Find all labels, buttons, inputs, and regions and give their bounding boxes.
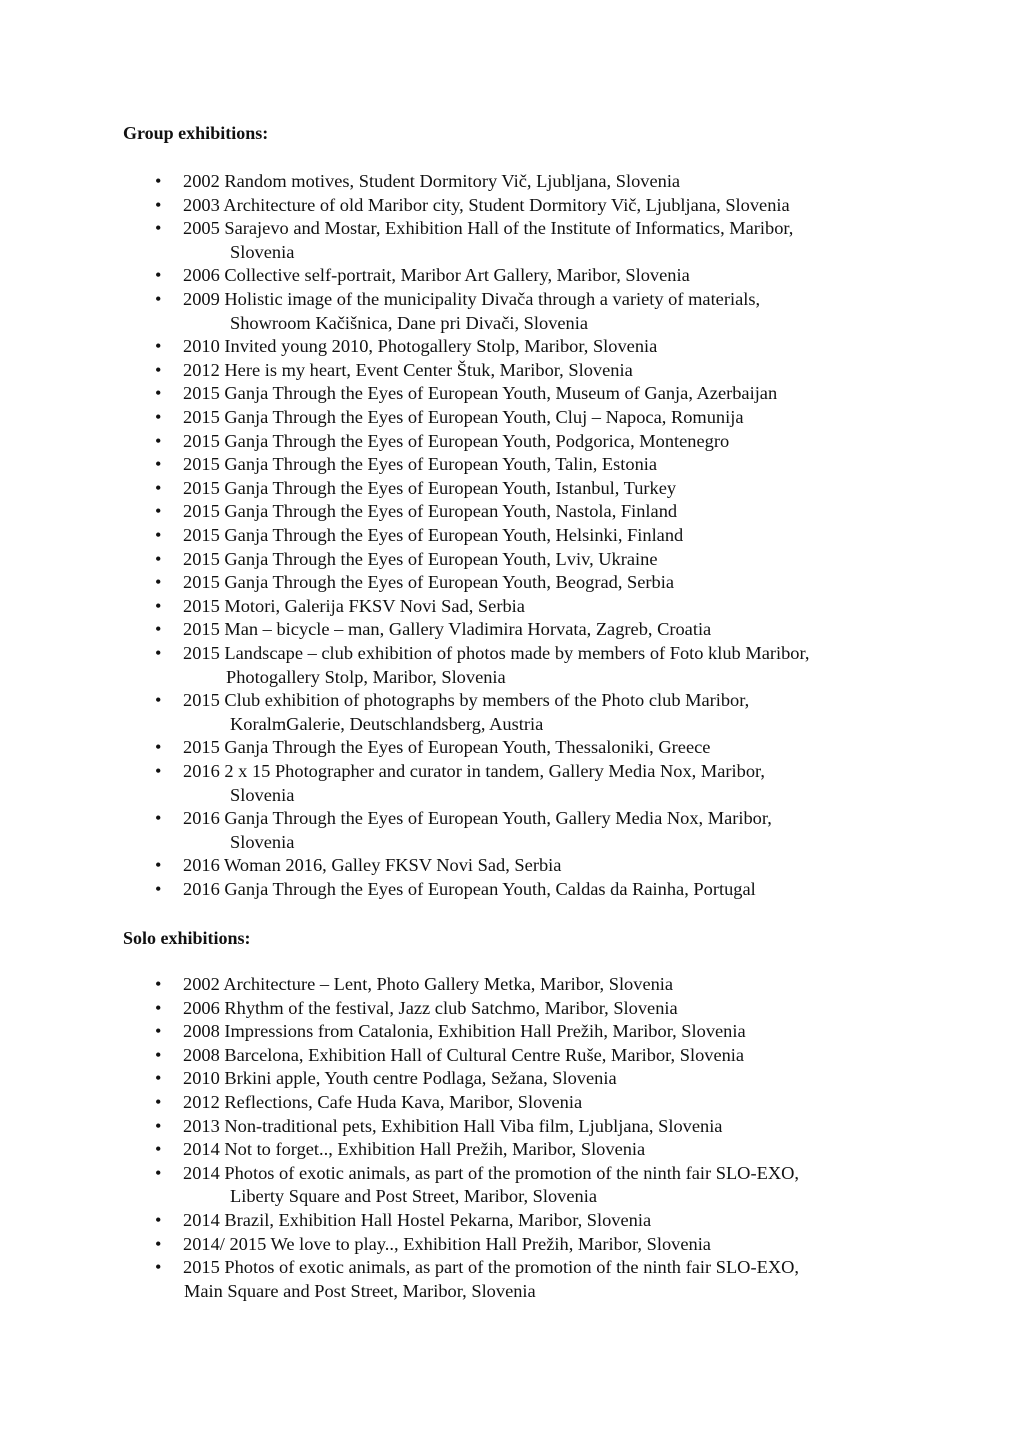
exhibition-text: 2015 Ganja Through the Eyes of European Youth, Beograd, Serbia [183, 572, 675, 593]
solo-exhibitions-heading: Solo exhibitions: [123, 928, 251, 948]
bullet-icon: • [155, 454, 162, 475]
exhibition-text: 2015 Ganja Through the Eyes of European Youth, Museum of Ganja, Azerbaijan [183, 383, 778, 404]
bullet-icon: • [155, 525, 162, 545]
exhibition-text-continuation: Slovenia [230, 241, 295, 262]
exhibition-text: 2013 Non-traditional pets, Exhibition Hall Viba film, Ljubljana, Slovenia [183, 1115, 723, 1136]
bullet-icon: • [155, 1233, 162, 1254]
exhibition-text: 2015 Ganja Through the Eyes of European Youth, Istanbul, Turkey [183, 477, 677, 498]
bullet-icon: • [155, 501, 162, 522]
exhibition-text: 2016 2 x 15 Photographer and curator in tandem, Gallery Media Nox, Maribor, [183, 761, 765, 781]
exhibition-text: 2014 Brazil, Exhibition Hall Hostel Pekarna, Maribor, Slovenia [183, 1210, 652, 1230]
group-exhibitions-heading: Group exhibitions: [123, 123, 269, 143]
bullet-icon: • [155, 1139, 162, 1160]
exhibition-text-continuation: Photogallery Stolp, Maribor, Slovenia [226, 666, 506, 687]
exhibition-text: 2016 Ganja Through the Eyes of European Youth, Caldas da Rainha, Portugal [183, 879, 756, 899]
exhibition-text: 2006 Rhythm of the festival, Jazz club Satchmo, Maribor, Slovenia [183, 997, 678, 1018]
bullet-icon: • [155, 359, 162, 380]
exhibition-text: 2010 Brkini apple, Youth centre Podlaga, Sežana, Slovenia [183, 1068, 617, 1089]
bullet-icon: • [155, 997, 162, 1018]
bullet-icon: • [155, 619, 162, 640]
exhibition-text: 2015 Ganja Through the Eyes of European Youth, Talin, Estonia [183, 454, 658, 475]
exhibition-text-continuation: Slovenia [230, 831, 295, 852]
bullet-icon: • [155, 690, 162, 711]
bullet-icon: • [155, 737, 162, 758]
exhibition-text: 2015 Man – bicycle – man, Gallery Vladimira Horvata, Zagreb, Croatia [183, 619, 712, 640]
bullet-icon: • [155, 1162, 162, 1183]
exhibition-text: 2015 Ganja Through the Eyes of European Youth, Thessaloniki, Greece [183, 737, 711, 758]
bullet-icon: • [155, 383, 162, 404]
bullet-icon: • [155, 643, 162, 663]
exhibition-text: 2015 Ganja Through the Eyes of European Youth, Lviv, Ukraine [183, 548, 658, 569]
bullet-icon: • [155, 1115, 162, 1136]
exhibition-text: 2016 Woman 2016, Galley FKSV Novi Sad, Serbia [183, 855, 562, 876]
exhibition-text-continuation: Showroom Kačišnica, Dane pri Divači, Slovenia [230, 312, 589, 333]
bullet-icon: • [155, 879, 162, 899]
exhibition-text: 2008 Impressions from Catalonia, Exhibition Hall Prežih, Maribor, Slovenia [183, 1021, 746, 1042]
bullet-icon: • [155, 477, 162, 498]
bullet-icon: • [155, 595, 162, 616]
bullet-icon: • [155, 1044, 162, 1065]
bullet-icon: • [155, 855, 162, 876]
exhibition-text: 2005 Sarajevo and Mostar, Exhibition Hall of the Institute of Informatics, Maribor, [183, 218, 794, 239]
exhibition-text: 2015 Club exhibition of photographs by members of the Photo club Maribor, [183, 690, 750, 711]
exhibition-text-continuation: Main Square and Post Street, Maribor, Slovenia [184, 1280, 536, 1301]
exhibition-text: 2012 Here is my heart, Event Center Štuk, Maribor, Slovenia [183, 359, 633, 380]
bullet-icon: • [155, 808, 162, 829]
exhibition-text: 2015 Ganja Through the Eyes of European Youth, Helsinki, Finland [183, 525, 684, 545]
exhibition-text: 2015 Photos of exotic animals, as part of the promotion of the ninth fair SLO-EXO, [183, 1257, 799, 1278]
bullet-icon: • [155, 1092, 162, 1112]
exhibition-text: 2010 Invited young 2010, Photogallery Stolp, Maribor, Slovenia [183, 336, 658, 357]
bullet-icon: • [155, 548, 162, 569]
exhibition-text: 2015 Ganja Through the Eyes of European Youth, Cluj – Napoca, Romunija [183, 407, 744, 427]
exhibition-text-continuation: Liberty Square and Post Street, Maribor, Slovenia [230, 1186, 598, 1207]
exhibition-text: 2014 Photos of exotic animals, as part of the promotion of the ninth fair SLO-EXO, [183, 1162, 799, 1183]
exhibition-text: 2014 Not to forget.., Exhibition Hall Prežih, Maribor, Slovenia [183, 1139, 646, 1160]
bullet-icon: • [155, 289, 162, 309]
exhibition-text: 2002 Architecture – Lent, Photo Gallery Metka, Maribor, Slovenia [183, 974, 674, 994]
bullet-icon: • [155, 1068, 162, 1089]
bullet-icon: • [155, 1021, 162, 1042]
exhibition-text: 2003 Architecture of old Maribor city, Student Dormitory Vič, Ljubljana, Slovenia [183, 194, 790, 215]
bullet-icon: • [155, 336, 162, 357]
bullet-icon: • [155, 218, 162, 239]
exhibition-text: 2012 Reflections, Cafe Huda Kava, Maribor, Slovenia [183, 1092, 583, 1112]
bullet-icon: • [155, 974, 162, 994]
bullet-icon: • [155, 1257, 162, 1278]
bullet-icon: • [155, 194, 162, 215]
bullet-icon: • [155, 1210, 162, 1230]
exhibition-text-continuation: Slovenia [230, 784, 295, 805]
exhibition-text: 2016 Ganja Through the Eyes of European Youth, Gallery Media Nox, Maribor, [183, 808, 772, 829]
exhibition-text-continuation: KoralmGalerie, Deutschlandsberg, Austria [230, 713, 544, 734]
bullet-icon: • [155, 572, 162, 593]
exhibition-text: 2015 Landscape – club exhibition of photos made by members of Foto klub Maribor, [183, 643, 810, 663]
bullet-icon: • [155, 430, 162, 451]
exhibition-text: 2014/ 2015 We love to play.., Exhibition Hall Prežih, Maribor, Slovenia [183, 1233, 711, 1254]
exhibition-text: 2009 Holistic image of the municipality Divača through a variety of materials, [183, 289, 761, 309]
exhibition-text: 2006 Collective self-portrait, Maribor Art Gallery, Maribor, Slovenia [183, 265, 690, 286]
exhibition-text: 2015 Motori, Galerija FKSV Novi Sad, Serbia [183, 595, 525, 616]
bullet-icon: • [155, 407, 162, 427]
bullet-icon: • [155, 171, 162, 191]
bullet-icon: • [155, 265, 162, 286]
exhibition-text: 2002 Random motives, Student Dormitory Vič, Ljubljana, Slovenia [183, 171, 681, 191]
exhibition-text: 2015 Ganja Through the Eyes of European Youth, Nastola, Finland [183, 501, 678, 522]
exhibition-text: 2015 Ganja Through the Eyes of European Youth, Podgorica, Montenegro [183, 430, 730, 451]
bullet-icon: • [155, 761, 162, 781]
exhibition-text: 2008 Barcelona, Exhibition Hall of Cultural Centre Ruše, Maribor, Slovenia [183, 1044, 745, 1065]
